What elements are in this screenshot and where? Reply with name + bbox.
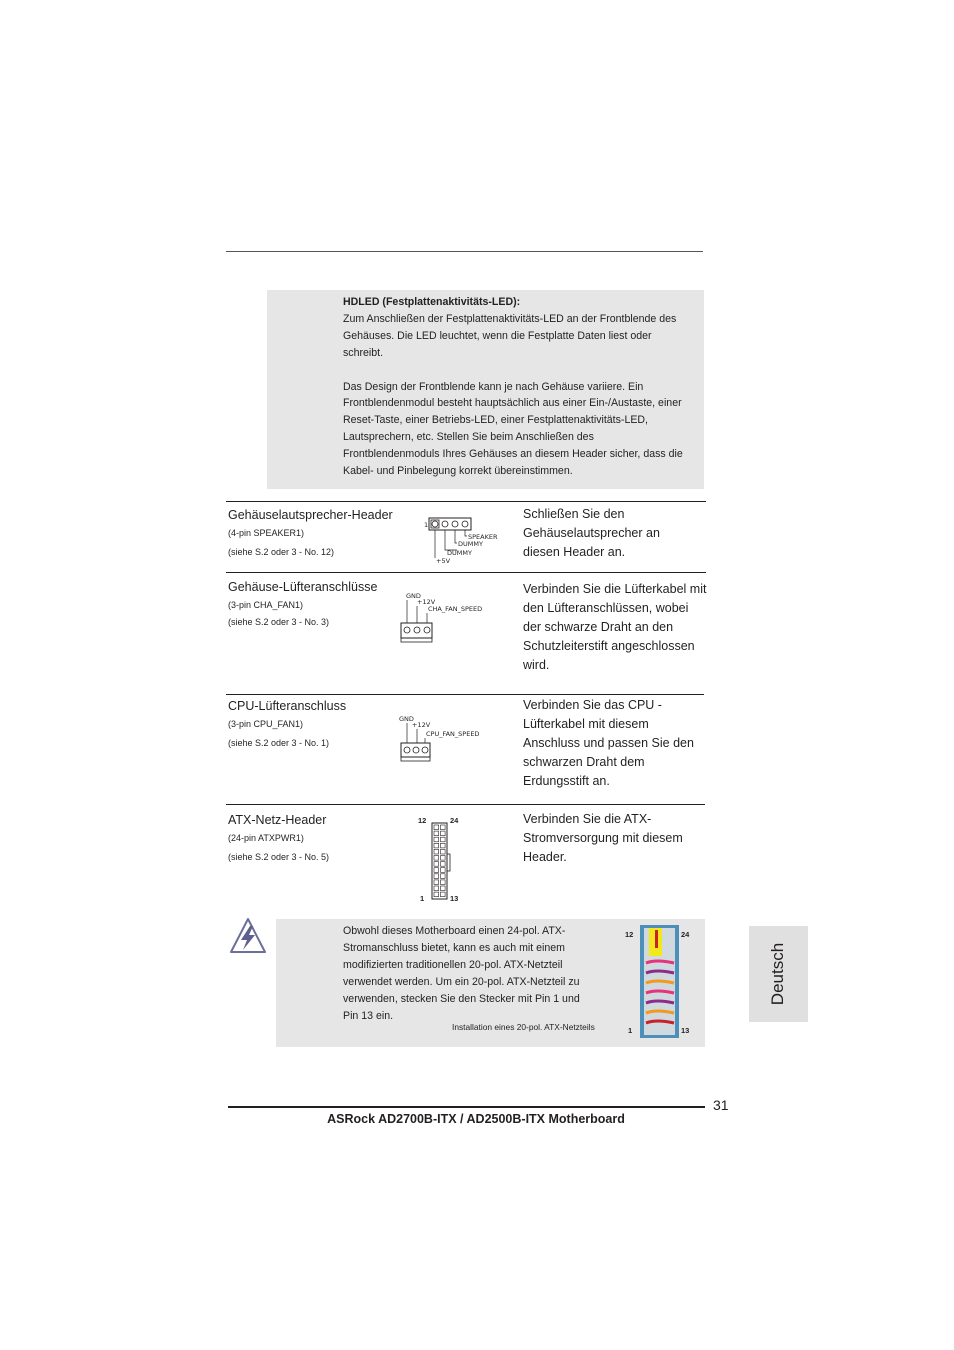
atx-pin <box>441 831 446 836</box>
atx-pin <box>434 874 439 879</box>
atx-power-pin-label: (24-pin ATXPWR1) <box>228 833 304 843</box>
svg-text:+12V: +12V <box>412 721 431 729</box>
section-rule <box>226 501 706 502</box>
atx-pin <box>434 862 439 867</box>
speaker-header-title: Gehäuselautsprecher-Header <box>228 508 393 522</box>
atx-pin <box>441 886 446 891</box>
svg-text:DUMMY: DUMMY <box>458 540 483 548</box>
hdled-title: HDLED (Festplattenaktivitäts-LED): <box>343 296 521 308</box>
warning-photo-caption: Installation eines 20-pol. ATX-Netzteils <box>452 1022 595 1032</box>
atx-pin-grid <box>434 825 445 897</box>
atx-pin <box>441 843 446 848</box>
cha-fan-description: Verbinden Sie die Lüfterkabel mit den Lüfteranschlüssen, wobei der schwarze Draht an den Schutzleiterstift angeschlossen wird. <box>523 582 707 673</box>
hdled-line: Frontblendenmodul besteht hauptsächlich aus einer Ein-/Austaste, einer <box>343 397 682 410</box>
svg-text:GND: GND <box>399 715 414 723</box>
speaker-ref: (siehe S.2 oder 3 - No. 12) <box>228 547 335 557</box>
svg-text:12: 12 <box>418 816 427 825</box>
svg-text:13: 13 <box>450 894 459 903</box>
bottom-rule <box>228 1106 705 1108</box>
atx-pin <box>441 849 446 854</box>
svg-text:+12V: +12V <box>417 598 436 606</box>
cpu-fan-description: Verbinden Sie das CPU - Lüfterkabel mit diesem Anschluss und passen Sie den schwarzen Draht dem Erdungsstift an. <box>523 698 694 789</box>
atx-pin <box>441 825 446 830</box>
footer-title: ASRock AD2700B-ITX / AD2500B-ITX Motherboard <box>327 1112 625 1126</box>
atx-pin <box>434 892 439 897</box>
atx-pin <box>441 868 446 873</box>
section-rule <box>226 572 706 573</box>
atx-pin <box>434 831 439 836</box>
top-rule <box>226 251 703 252</box>
hdled-note <box>343 294 705 480</box>
speaker-description: Schließen Sie den Gehäuselautsprecher an diesen Header an. <box>523 507 660 560</box>
atx-pin <box>434 868 439 873</box>
warning-icon <box>228 916 268 956</box>
hdled-line: Kabel- und Pinbelegung korrekt übereinstimmen. <box>343 465 573 478</box>
atx-power-diagram <box>414 814 466 906</box>
cpu-fan-pin-label: (3-pin CPU_FAN1) <box>228 719 304 729</box>
atx-pin <box>441 856 446 861</box>
hdled-line: Reset-Taste, einer Betriebs-LED, einer Festplattenaktivitäts-LED, <box>343 414 648 427</box>
svg-text:24: 24 <box>681 930 690 939</box>
cha-fan-diagram <box>398 588 490 644</box>
svg-text:12: 12 <box>625 930 634 939</box>
atx-20pin-photo <box>620 923 696 1041</box>
atx-pin <box>434 856 439 861</box>
speaker-pin-label: (4-pin SPEAKER1) <box>228 528 305 538</box>
hdled-line: Frontblendenmoduls Ihres Gehäuses an diesem Header sicher, dass die <box>343 448 683 461</box>
atx-pin <box>441 874 446 879</box>
svg-text:GND: GND <box>406 592 421 600</box>
atx-pin <box>441 862 446 867</box>
atx-pin <box>441 837 446 842</box>
pin1-label: 1 <box>424 521 429 529</box>
svg-text:DUMMY: DUMMY <box>447 549 472 557</box>
svg-text:+5V: +5V <box>436 557 451 565</box>
cpu-fan-ref: (siehe S.2 oder 3 - No. 1) <box>228 738 330 748</box>
atx-pin <box>434 837 439 842</box>
svg-text:CHA_FAN_SPEED: CHA_FAN_SPEED <box>428 605 483 613</box>
language-tab-label: Deutsch <box>768 942 787 1006</box>
warning-note: Obwohl dieses Motherboard einen 24-pol. ATX- Stromanschluss bietet, kann es auch mit einem modifizierten traditionellen 20-pol. ATX-Netzteil verwendet werden. Um ein 20-pol. ATX-Netzteil zu verwenden, stecken Sie den Stecker mit Pin 1 und Pin 13 ein. <box>343 925 580 1022</box>
atx-pin <box>434 825 439 830</box>
atx-power-ref: (siehe S.2 oder 3 - No. 5) <box>228 852 330 862</box>
svg-text:SPEAKER: SPEAKER <box>468 533 498 541</box>
page-number: 31 <box>713 1097 729 1113</box>
section-rule <box>226 694 704 695</box>
hdled-line: Das Design der Frontblende kann je nach Gehäuse variiere. Ein <box>343 380 644 393</box>
atx-power-title: ATX-Netz-Header <box>228 813 327 827</box>
hdled-line: Gehäuses. Die LED leuchtet, wenn die Festplatte Daten liest oder <box>343 329 652 342</box>
svg-text:24: 24 <box>450 816 459 825</box>
atx-pin <box>441 880 446 885</box>
hdled-line: schreibt. <box>343 346 384 359</box>
svg-text:1: 1 <box>420 894 425 903</box>
svg-text:CPU_FAN_SPEED: CPU_FAN_SPEED <box>426 730 480 738</box>
atx-pin <box>434 886 439 891</box>
cha-fan-title: Gehäuse-Lüfteranschlüsse <box>228 580 378 594</box>
cpu-fan-title: CPU-Lüfteranschluss <box>228 699 347 713</box>
svg-text:1: 1 <box>628 1026 633 1035</box>
svg-text:13: 13 <box>681 1026 690 1035</box>
atx-pin <box>441 892 446 897</box>
language-tab <box>749 926 808 1022</box>
section-rule <box>226 804 705 805</box>
cha-fan-pin-label: (3-pin CHA_FAN1) <box>228 600 304 610</box>
cpu-fan-diagram <box>396 712 488 764</box>
hdled-line: Lautsprechern, etc. Stellen Sie beim Anschließen des <box>343 431 594 444</box>
atx-pin <box>434 880 439 885</box>
speaker-header-diagram <box>420 512 504 566</box>
atx-power-description: Verbinden Sie die ATX- Stromversorgung mit diesem Header. <box>523 812 683 865</box>
atx-pin <box>434 849 439 854</box>
hdled-line: Zum Anschließen der Festplattenaktivitäts-LED an der Frontblende des <box>343 312 677 325</box>
cha-fan-ref: (siehe S.2 oder 3 - No. 3) <box>228 617 330 627</box>
atx-pin <box>434 843 439 848</box>
